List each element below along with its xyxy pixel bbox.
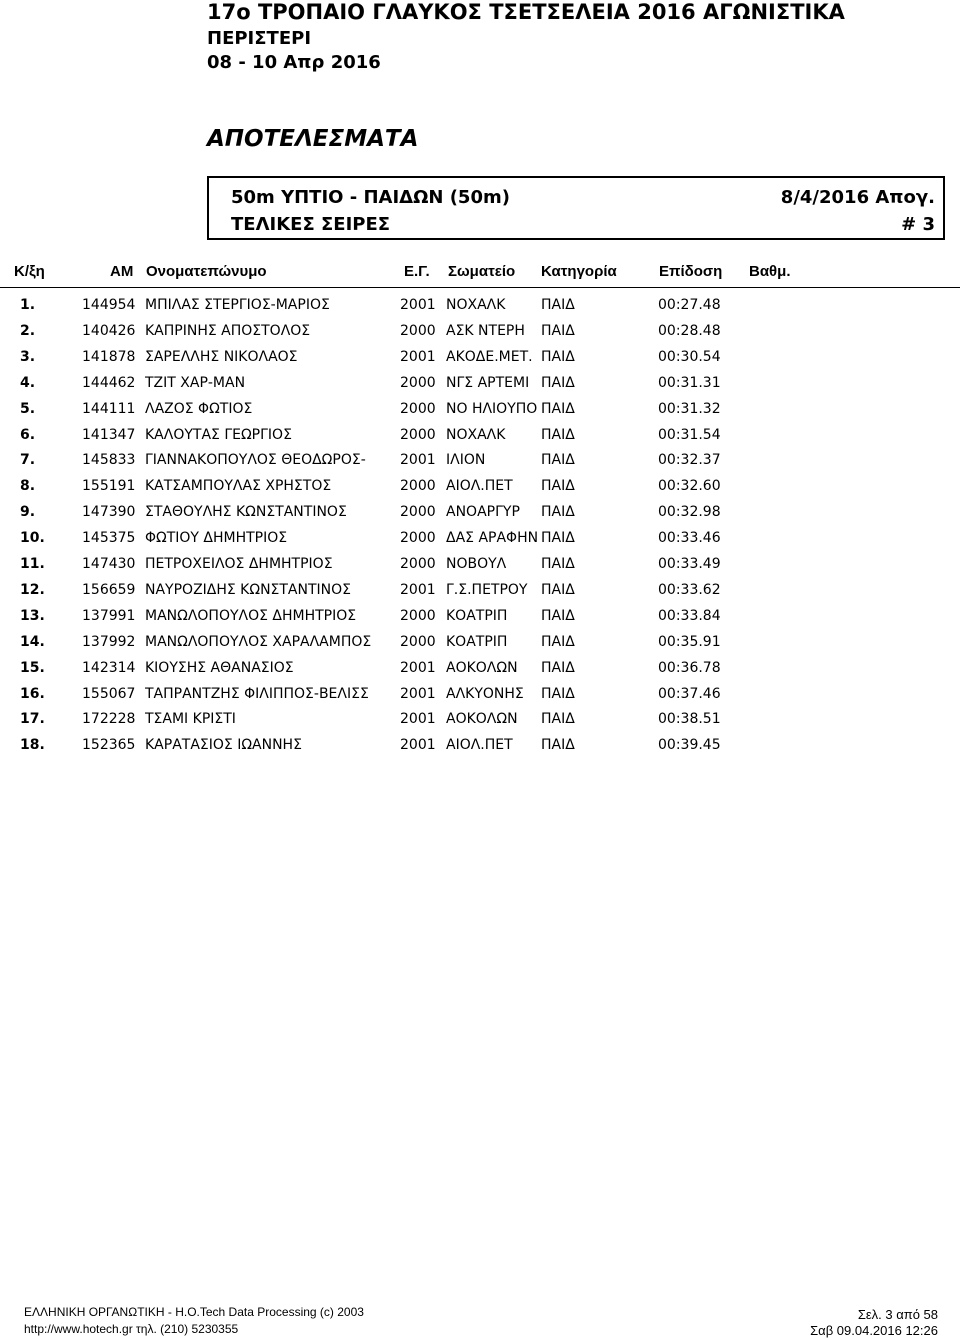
athlete-name-cell: ΤΣΑΜΙ ΚΡΙΣΤΙ [145,711,236,728]
table-row [0,375,960,400]
athlete-id-cell: 155067 [82,685,136,702]
footer-print-date: Σαβ 09.04.2016 12:26 [810,1323,938,1338]
athlete-name-cell: ΚΑΡΑΤΑΣΙΟΣ ΙΩΑΝΝΗΣ [145,737,302,754]
club-cell: ΑΚΟΔΕ.ΜΕΤ. [446,348,533,365]
time-cell: 00:39.45 [658,737,721,754]
category-cell: ΠΑΙΔ [541,556,575,572]
category-cell: ΠΑΙΔ [541,737,575,754]
footer-url: http://www.hotech.gr τηλ. (210) 5230355 [24,1322,239,1336]
club-cell: ΑΝΟΑΡΓΥΡ [446,504,520,521]
event-heat: # 3 [901,214,935,235]
rank-cell: 5. [20,400,36,417]
category-cell: ΠΑΙΔ [541,504,575,521]
birth-year-cell: 2001 [400,581,436,598]
club-cell: ΚΟΑΤΡΙΠ [446,607,508,624]
footer-page-number: Σελ. 3 από 58 [857,1307,938,1322]
column-header-year: Ε.Γ. [404,263,430,280]
athlete-id-cell: 142314 [82,659,136,676]
table-row [0,349,960,374]
time-cell: 00:31.31 [658,374,721,391]
athlete-name-cell: ΚΑΤΣΑΜΠΟΥΛΑΣ ΧΡΗΣΤΟΣ [145,478,332,495]
results-title: ΑΠΟΤΕΛΕΣΜΑΤΑ [207,126,419,152]
rank-cell: 7. [20,452,36,469]
category-cell: ΠΑΙΔ [541,322,575,339]
category-cell: ΠΑΙΔ [541,348,575,365]
athlete-id-cell: 141347 [82,426,136,443]
meet-title: 17ο ΤΡΟΠΑΙΟ ΓΛΑΥΚΟΣ ΤΣΕΤΣΕΛΕΙΑ 2016 ΑΓΩΝΙΣΤΙΚΑ [207,0,845,24]
athlete-name-cell: ΚΑΛΟΥΤΑΣ ΓΕΩΡΓΙΟΣ [145,426,292,443]
athlete-id-cell: 147390 [82,504,136,521]
column-header-club: Σωματείο [448,263,516,280]
rank-cell: 3. [20,348,36,365]
rank-cell: 18. [20,737,45,754]
event-date: 8/4/2016 Απογ. [780,187,935,208]
table-row [0,686,960,711]
club-cell: ΔΑΣ ΑΡΑΦΗΝ [446,530,539,547]
club-cell: ΝΟ ΗΛΙΟΥΠΟ [446,400,538,417]
time-cell: 00:37.46 [658,685,721,702]
time-cell: 00:32.60 [658,478,721,495]
time-cell: 00:38.51 [658,711,721,728]
category-cell: ΠΑΙΔ [541,478,575,495]
athlete-id-cell: 155191 [82,478,136,495]
table-row [0,530,960,555]
athlete-id-cell: 145375 [82,530,136,547]
athlete-name-cell: ΣΑΡΕΛΛΗΣ ΝΙΚΟΛΑΟΣ [145,348,298,365]
birth-year-cell: 2000 [400,530,436,547]
birth-year-cell: 2001 [400,685,436,702]
time-cell: 00:28.48 [658,322,721,339]
table-row [0,711,960,736]
athlete-id-cell: 141878 [82,348,136,365]
column-header-category: Κατηγορία [541,263,617,280]
birth-year-cell: 2000 [400,556,436,572]
event-name: 50m ΥΠΤΙΟ - ΠΑΙΔΩΝ (50m) [231,187,510,208]
category-cell: ΠΑΙΔ [541,297,575,313]
table-row [0,478,960,503]
athlete-name-cell: ΜΠΙΛΑΣ ΣΤΕΡΓΙΟΣ-ΜΑΡΙΟΣ [145,297,330,313]
table-row [0,297,960,322]
column-header-time: Επίδοση [659,263,723,280]
athlete-name-cell: ΤΑΠΡΑΝΤΖΗΣ ΦΙΛΙΠΠΟΣ-ΒΕΛΙΣΣ [145,685,369,702]
birth-year-cell: 2000 [400,322,436,339]
athlete-name-cell: ΚΑΠΡΙΝΗΣ ΑΠΟΣΤΟΛΟΣ [145,322,311,339]
athlete-name-cell: ΜΑΝΩΛΟΠΟΥΛΟΣ ΔΗΜΗΤΡΙΟΣ [145,607,357,624]
club-cell: ΑΟΚΟΛΩΝ [446,711,518,728]
club-cell: ΝΟΧΑΛΚ [446,426,506,443]
column-header-name: Ονοματεπώνυμο [146,263,267,280]
athlete-name-cell: ΓΙΑΝΝΑΚΟΠΟΥΛΟΣ ΘΕΟΔΩΡΟΣ- [145,452,366,469]
birth-year-cell: 2001 [400,659,436,676]
rank-cell: 11. [20,556,45,572]
club-cell: ΑΙΟΛ.ΠΕΤ [446,737,513,754]
footer-org: ΕΛΛΗΝΙΚΗ ΟΡΓΑΝΩΤΙΚΗ - Η.Ο.Tech Data Processing (c) 2003 [24,1305,364,1319]
athlete-name-cell: ΦΩΤΙΟΥ ΔΗΜΗΤΡΙΟΣ [145,530,288,547]
birth-year-cell: 2001 [400,711,436,728]
club-cell: ΑΛΚΥΟΝΗΣ [446,685,524,702]
birth-year-cell: 2000 [400,478,436,495]
table-row [0,634,960,659]
time-cell: 00:32.98 [658,504,721,521]
table-row [0,323,960,348]
category-cell: ΠΑΙΔ [541,581,575,598]
time-cell: 00:35.91 [658,633,721,650]
athlete-name-cell: ΚΙΟΥΣΗΣ ΑΘΑΝΑΣΙΟΣ [145,659,294,676]
category-cell: ΠΑΙΔ [541,452,575,469]
birth-year-cell: 2001 [400,348,436,365]
birth-year-cell: 2001 [400,737,436,754]
event-box [207,176,945,240]
club-cell: ΝΟΒΟΥΛ [446,556,507,572]
category-cell: ΠΑΙΔ [541,530,575,547]
athlete-name-cell: ΠΕΤΡΟΧΕΙΛΟΣ ΔΗΜΗΤΡΙΟΣ [145,556,333,572]
athlete-id-cell: 172228 [82,711,136,728]
rank-cell: 8. [20,478,36,495]
birth-year-cell: 2000 [400,374,436,391]
birth-year-cell: 2000 [400,400,436,417]
event-round: ΤΕΛΙΚΕΣ ΣΕΙΡΕΣ [231,214,391,235]
table-row [0,608,960,633]
athlete-id-cell: 144954 [82,297,136,313]
athlete-name-cell: ΜΑΝΩΛΟΠΟΥΛΟΣ ΧΑΡΑΛΑΜΠΟΣ [145,633,372,650]
header-separator [0,287,960,288]
club-cell: ΑΣΚ ΝΤΕΡΗ [446,322,525,339]
time-cell: 00:36.78 [658,659,721,676]
rank-cell: 4. [20,374,36,391]
athlete-id-cell: 152365 [82,737,136,754]
table-row [0,556,960,581]
athlete-id-cell: 144462 [82,374,136,391]
rank-cell: 6. [20,426,36,443]
athlete-id-cell: 137992 [82,633,136,650]
birth-year-cell: 2000 [400,504,436,521]
column-header-points: Βαθμ. [749,263,791,280]
club-cell: ΝΟΧΑΛΚ [446,297,506,313]
time-cell: 00:31.32 [658,400,721,417]
club-cell: ΑΟΚΟΛΩΝ [446,659,518,676]
category-cell: ΠΑΙΔ [541,607,575,624]
time-cell: 00:30.54 [658,348,721,365]
rank-cell: 15. [20,659,45,676]
rank-cell: 10. [20,530,45,547]
table-row [0,660,960,685]
athlete-id-cell: 156659 [82,581,136,598]
rank-cell: 12. [20,581,45,598]
athlete-id-cell: 140426 [82,322,136,339]
time-cell: 00:27.48 [658,297,721,313]
category-cell: ΠΑΙΔ [541,400,575,417]
club-cell: ΑΙΟΛ.ΠΕΤ [446,478,513,495]
time-cell: 00:32.37 [658,452,721,469]
column-header-id: ΑΜ [110,263,134,280]
time-cell: 00:31.54 [658,426,721,443]
birth-year-cell: 2000 [400,426,436,443]
athlete-id-cell: 147430 [82,556,136,572]
birth-year-cell: 2000 [400,607,436,624]
athlete-name-cell: ΝΑΥΡΟΖΙΔΗΣ ΚΩΝΣΤΑΝΤΙΝΟΣ [145,581,352,598]
category-cell: ΠΑΙΔ [541,659,575,676]
table-row [0,401,960,426]
table-row [0,737,960,762]
meet-dates: 08 - 10 Απρ 2016 [207,52,381,73]
rank-cell: 13. [20,607,45,624]
birth-year-cell: 2001 [400,297,436,313]
category-cell: ΠΑΙΔ [541,426,575,443]
birth-year-cell: 2000 [400,633,436,650]
rank-cell: 16. [20,685,45,702]
athlete-name-cell: ΣΤΑΘΟΥΛΗΣ ΚΩΝΣΤΑΝΤΙΝΟΣ [145,504,347,521]
time-cell: 00:33.46 [658,530,721,547]
rank-cell: 17. [20,711,45,728]
category-cell: ΠΑΙΔ [541,685,575,702]
club-cell: Γ.Σ.ΠΕΤΡΟΥ [446,581,528,598]
category-cell: ΠΑΙΔ [541,633,575,650]
category-cell: ΠΑΙΔ [541,711,575,728]
rank-cell: 9. [20,504,36,521]
time-cell: 00:33.84 [658,607,721,624]
column-header-rank: Κ/ξη [14,263,45,280]
athlete-id-cell: 145833 [82,452,136,469]
table-row [0,504,960,529]
athlete-name-cell: ΛΑΖΟΣ ΦΩΤΙΟΣ [145,400,253,417]
rank-cell: 14. [20,633,45,650]
rank-cell: 2. [20,322,36,339]
club-cell: ΙΛΙΟΝ [446,452,486,469]
time-cell: 00:33.62 [658,581,721,598]
club-cell: ΝΓΣ ΑΡΤΕΜΙ [446,374,530,391]
category-cell: ΠΑΙΔ [541,374,575,391]
time-cell: 00:33.49 [658,556,721,572]
athlete-name-cell: ΤΖΙΤ ΧΑΡ-ΜΑΝ [145,374,246,391]
birth-year-cell: 2001 [400,452,436,469]
table-row [0,452,960,477]
table-row [0,427,960,452]
athlete-id-cell: 137991 [82,607,136,624]
meet-venue: ΠΕΡΙΣΤΕΡΙ [207,28,312,49]
athlete-id-cell: 144111 [82,400,136,417]
table-row [0,582,960,607]
rank-cell: 1. [20,297,36,313]
club-cell: ΚΟΑΤΡΙΠ [446,633,508,650]
